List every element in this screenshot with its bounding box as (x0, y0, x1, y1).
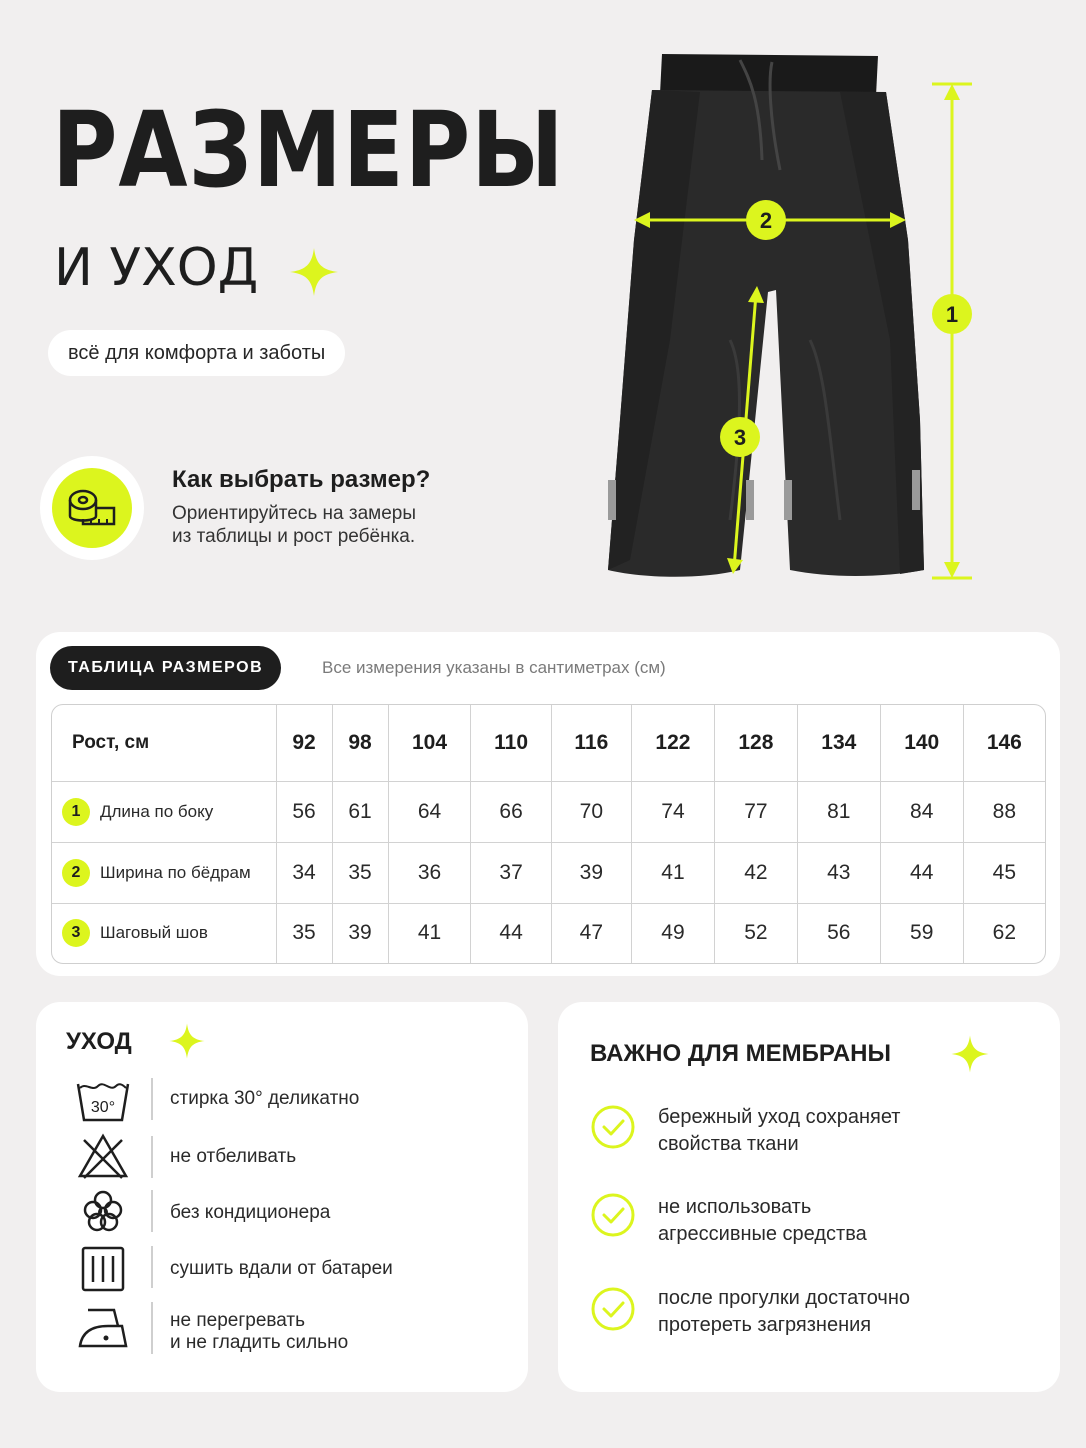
care-item-text: стирка 30° деликатно (170, 1088, 360, 1109)
header-label: Рост, см (52, 705, 276, 781)
size-table (51, 704, 1046, 964)
tagline-pill: всё для комфорта и заботы (48, 330, 345, 376)
care-divider (151, 1302, 153, 1354)
svg-text:30°: 30° (90, 1099, 116, 1116)
care-divider (151, 1246, 153, 1288)
row-label (52, 903, 276, 963)
row-label (52, 842, 276, 903)
value-cell: 81 (797, 781, 880, 842)
value-cell: 77 (714, 781, 797, 842)
value-cell: 49 (631, 903, 714, 963)
care-divider (151, 1078, 153, 1120)
membrane-item-text: бережный уход сохраняет свойства ткани (658, 1106, 901, 1155)
care-item-text: без кондиционера (170, 1202, 331, 1223)
dry-away-icon (74, 1244, 132, 1294)
marker-1 (932, 294, 972, 334)
how-to-title: Как выбрать размер? (172, 466, 431, 493)
value-cell: 44 (880, 842, 963, 903)
table-row (52, 842, 1045, 903)
height-cell: 110 (471, 705, 551, 781)
membrane-item-text: после прогулки достаточно протереть загрязнения (658, 1287, 911, 1336)
no-bleach-icon (74, 1132, 132, 1182)
height-cell: 92 (276, 705, 332, 781)
wash-30-icon (74, 1076, 132, 1126)
value-cell: 64 (388, 781, 471, 842)
value-cell: 35 (332, 842, 388, 903)
svg-text:1: 1 (945, 302, 959, 327)
height-cell: 122 (631, 705, 714, 781)
check-circle-icon (590, 1286, 636, 1332)
value-cell: 56 (276, 781, 332, 842)
page-subtitle: И УХОД (54, 238, 259, 298)
value-cell: 39 (332, 903, 388, 963)
value-cell: 42 (714, 842, 797, 903)
row-label (52, 781, 276, 842)
care-item-text: не отбеливать (170, 1146, 297, 1167)
row-label-text: Длина по боку (100, 801, 214, 821)
value-cell: 41 (388, 903, 471, 963)
height-cell: 98 (332, 705, 388, 781)
value-cell: 36 (388, 842, 471, 903)
measuring-tape-icon (67, 486, 117, 530)
height-cell: 134 (797, 705, 880, 781)
value-cell: 52 (714, 903, 797, 963)
value-cell: 62 (992, 921, 1017, 945)
table-header-row (52, 705, 1045, 781)
iron-low-icon (74, 1302, 132, 1352)
check-circle-icon (590, 1104, 636, 1150)
value-cell: 61 (332, 781, 388, 842)
value-cell: 45 (963, 842, 1045, 903)
marker-2 (746, 200, 786, 240)
value-cell: 43 (797, 842, 880, 903)
sparkle-icon (950, 1034, 990, 1074)
row-number-badge: 2 (62, 859, 90, 887)
size-table-badge: ТАБЛИЦА РАЗМЕРОВ (50, 646, 281, 690)
care-item-text: сушить вдали от батареи (170, 1258, 393, 1279)
value-cell: 84 (880, 781, 963, 842)
check-circle-icon (590, 1192, 636, 1238)
care-divider (151, 1190, 153, 1232)
value-cell: 41 (631, 842, 714, 903)
table-row (52, 903, 1045, 963)
row-label-text: Ширина по бёдрам (100, 862, 251, 882)
no-softener-icon (74, 1188, 132, 1238)
value-cell: 44 (471, 903, 551, 963)
sparkle-icon (288, 246, 340, 298)
svg-text:3: 3 (733, 425, 747, 450)
value-cell: 35 (276, 903, 332, 963)
care-title: УХОД (66, 1028, 132, 1055)
pants-illustration (590, 40, 990, 600)
value-cell: 37 (471, 842, 551, 903)
value-cell: 59 (880, 903, 963, 963)
size-table-note: Все измерения указаны в сантиметрах (см) (322, 658, 666, 677)
height-cell: 116 (551, 705, 631, 781)
value-cell: 88 (963, 781, 1045, 842)
height-cell: 146 (963, 705, 1045, 781)
value-cell: 56 (797, 903, 880, 963)
value-cell: 47 (551, 903, 631, 963)
value-cell: 70 (551, 781, 631, 842)
value-cell: 34 (276, 842, 332, 903)
value-cell: 39 (551, 842, 631, 903)
row-label-text: Шаговый шов (100, 923, 208, 943)
value-cell: 66 (471, 781, 551, 842)
row-number-badge: 3 (62, 919, 90, 947)
membrane-title: ВАЖНО ДЛЯ МЕМБРАНЫ (590, 1040, 891, 1067)
value-cell: 74 (631, 781, 714, 842)
table-row (52, 781, 1045, 842)
membrane-item-text: не использовать агрессивные средства (658, 1196, 867, 1245)
row-number-badge: 1 (62, 798, 90, 826)
care-item-text: не перегревать и не гладить сильно (170, 1310, 349, 1353)
page-title: РАЗМЕРЫ (52, 89, 565, 211)
measuring-tape-badge (40, 456, 144, 560)
sparkle-icon (168, 1022, 206, 1060)
height-cell: 140 (880, 705, 963, 781)
height-cell: 128 (714, 705, 797, 781)
svg-text:2: 2 (759, 208, 773, 233)
height-cell: 104 (388, 705, 471, 781)
care-divider (151, 1136, 153, 1178)
how-to-text: Ориентируйтесь на замеры из таблицы и рост ребёнка. (172, 503, 417, 547)
marker-3 (720, 417, 760, 457)
